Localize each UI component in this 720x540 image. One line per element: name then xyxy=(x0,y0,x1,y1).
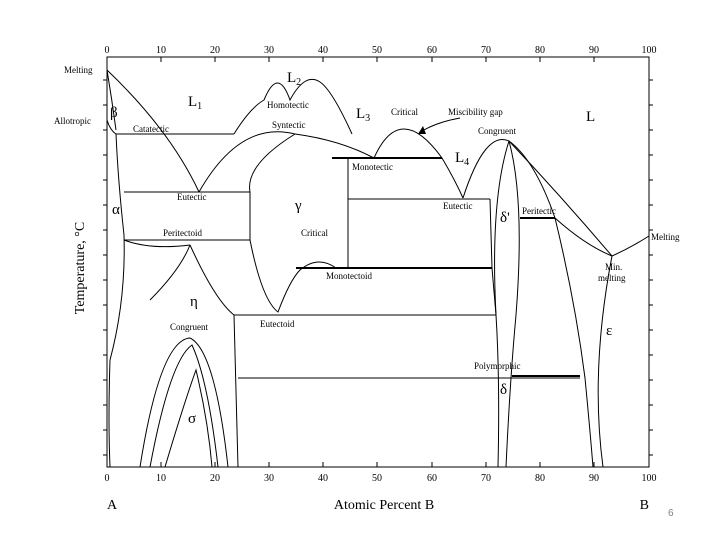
phase-l4: $L_4$ xyxy=(455,150,470,168)
label-syntectic: Syntectic xyxy=(272,120,306,130)
plot-frame xyxy=(107,57,649,467)
top-ticks xyxy=(107,57,649,62)
label-peritectoid: Peritectoid xyxy=(163,228,202,238)
top-tick-label: 20 xyxy=(210,45,220,56)
label-peritectic: Peritectic xyxy=(522,206,556,216)
label-eutectic-right: Eutectic xyxy=(443,201,473,211)
phase-l3: $L_3$ xyxy=(356,106,371,124)
bottom-tick-label: 60 xyxy=(427,473,437,484)
bottom-tick-label: 90 xyxy=(589,473,599,484)
label-min-melting-2: melting xyxy=(598,273,626,283)
phase-eta: η xyxy=(190,294,198,310)
bottom-tick-label: 0 xyxy=(104,473,110,484)
beta-boundary xyxy=(107,70,116,130)
eta-right xyxy=(234,315,238,467)
label-allotropic: Allotropic xyxy=(54,116,91,126)
epsilon-left xyxy=(555,218,593,467)
eta-left xyxy=(124,240,190,247)
phase-l: L xyxy=(586,109,596,125)
top-tick-label: 40 xyxy=(318,45,328,56)
top-tick-label: 10 xyxy=(156,45,166,56)
bottom-tick-label: 30 xyxy=(264,473,274,484)
bottom-tick-labels xyxy=(105,473,657,484)
bottom-tick-label: 10 xyxy=(156,473,166,484)
phase-labels xyxy=(110,70,612,427)
label-melting-left: Melting xyxy=(64,65,93,75)
top-tick-label: 60 xyxy=(427,45,437,56)
phase-alpha: α xyxy=(112,202,120,218)
bottom-ticks xyxy=(107,462,649,467)
label-critical-top: Critical xyxy=(391,107,418,117)
top-tick-label: 30 xyxy=(264,45,274,56)
top-tick-label: 50 xyxy=(372,45,382,56)
phase-beta: β xyxy=(110,105,118,121)
alpha-low xyxy=(109,360,110,467)
phase-l1: $L_1$ xyxy=(188,94,203,112)
gamma-left xyxy=(250,134,295,192)
top-tick-labels xyxy=(105,45,657,56)
label-polymorphic: Polymorphic xyxy=(474,361,521,371)
y-axis-title: Temperature, °C xyxy=(73,221,88,315)
congruent-outer xyxy=(140,338,228,467)
phase-sigma: σ xyxy=(188,411,197,427)
label-monotectoid: Monotectoid xyxy=(326,271,372,281)
phase-l2: $L_2$ xyxy=(287,70,302,88)
syntectic-curve xyxy=(295,134,374,158)
gamma-bottom xyxy=(250,240,336,312)
epsilon-solvus xyxy=(598,256,612,467)
top-tick-label: 70 xyxy=(481,45,491,56)
label-homotectic: Homotectic xyxy=(267,100,309,110)
label-congruent-low: Congruent xyxy=(170,322,208,332)
label-monotectic: Monotectic xyxy=(352,162,393,172)
component-b-label: B xyxy=(639,498,649,513)
bottom-tick-label: 20 xyxy=(210,473,220,484)
bottom-tick-label: 50 xyxy=(372,473,382,484)
liquidus-mid xyxy=(199,132,295,192)
label-catatectic: Catatectic xyxy=(133,124,169,134)
x-axis-title: Atomic Percent B xyxy=(333,498,435,513)
label-eutectoid: Eutectoid xyxy=(260,319,295,329)
miscibility-arrow-line xyxy=(424,118,460,130)
top-tick-label: 80 xyxy=(535,45,545,56)
delta-prime-lens xyxy=(495,141,520,467)
bottom-tick-label: 70 xyxy=(481,473,491,484)
slide-number: 6 xyxy=(668,508,674,519)
label-congruent-top: Congruent xyxy=(478,126,516,136)
alpha-left xyxy=(110,134,124,360)
top-tick-label: 90 xyxy=(589,45,599,56)
component-a-label: A xyxy=(107,498,118,513)
phase-gamma: γ xyxy=(295,198,302,214)
bottom-tick-label: 100 xyxy=(641,473,657,484)
phase-boundaries xyxy=(107,70,649,467)
label-miscibility-gap: Miscibility gap xyxy=(448,107,503,117)
bottom-tick-label: 80 xyxy=(535,473,545,484)
bottom-tick-label: 40 xyxy=(318,473,328,484)
phase-epsilon: ε xyxy=(606,323,613,339)
top-tick-label: 100 xyxy=(641,45,657,56)
phase-delta: δ xyxy=(500,382,508,398)
miscibility-gap xyxy=(374,129,442,158)
liquidus-right xyxy=(509,141,649,256)
label-critical-mid: Critical xyxy=(301,228,328,238)
label-eutectic-left: Eutectic xyxy=(177,192,207,202)
phase-delta-prime: δ' xyxy=(500,210,510,226)
label-melting-right: Melting xyxy=(651,232,680,242)
label-min-melting-1: Min. xyxy=(605,262,623,272)
top-tick-label: 0 xyxy=(104,45,110,56)
